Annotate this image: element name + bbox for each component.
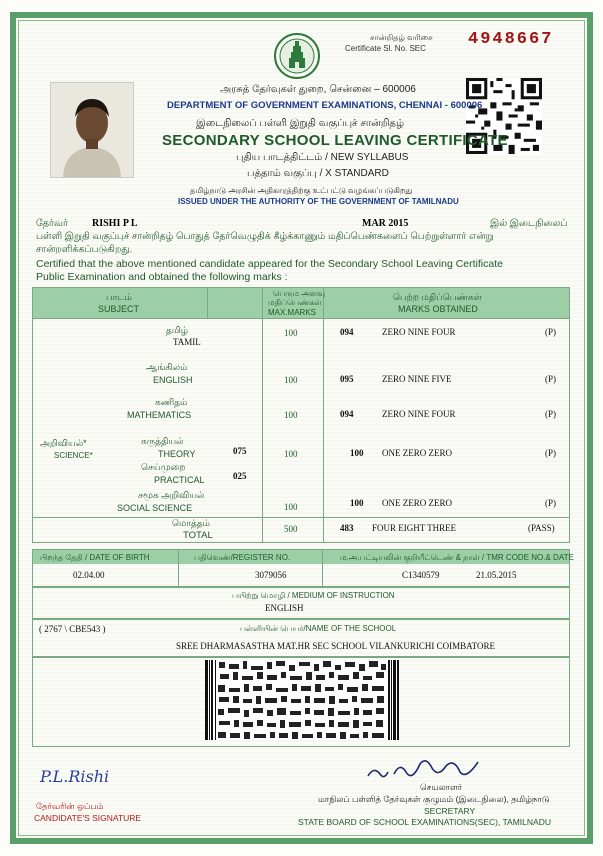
subject-tamil: TAMIL: [173, 337, 201, 347]
marks-obtained-header: MARKS OBTAINED: [398, 304, 478, 314]
candidate-label-ta: தேர்வர்: [36, 218, 68, 229]
candidate-signature-label: CANDIDATE'S SIGNATURE: [34, 813, 142, 823]
total-label: TOTAL: [183, 530, 213, 541]
max-marks: 100: [284, 449, 298, 459]
certified-line-2: Public Examination and obtained the following marks :: [36, 271, 288, 283]
exam-session: MAR 2015: [362, 218, 409, 229]
serial-label-ta: சான்றிதழ் வரிசை: [370, 33, 433, 42]
medium-of-instruction: ENGLISH: [265, 603, 304, 613]
max-marks: 100: [284, 328, 298, 338]
marks-words: ONE ZERO ZERO: [382, 448, 452, 458]
subject-maths-ta: கணிதம்: [155, 397, 188, 407]
candidate-signature-ta: தேர்வரின் ஒப்பம்: [36, 801, 104, 811]
total-words: FOUR EIGHT THREE: [372, 523, 457, 533]
practical-label: PRACTICAL: [154, 475, 205, 485]
certificate-title: SECONDARY SCHOOL LEAVING CERTIFICATE: [162, 132, 508, 149]
science-label-ta: அறிவியல்*: [40, 438, 87, 448]
register-number: 3079056: [255, 570, 287, 580]
syllabus: புதிய பாடத்திட்டம் / NEW SYLLABUS: [236, 152, 409, 163]
marks-value: 094: [340, 327, 354, 337]
certified-line-1: Certified that the above mentioned candidate appeared for the Secondary School Leaving Certificate: [36, 258, 503, 270]
result: (P): [545, 374, 556, 384]
secretary-title: SECRETARY: [424, 806, 476, 816]
candidate-signature-text: P.L.Rishi: [40, 767, 110, 786]
secretary-signature: [360, 752, 490, 786]
theory-label: THEORY: [158, 449, 196, 459]
medium-label: பயிற்று மொழி / MEDIUM OF INSTRUCTION: [232, 591, 395, 600]
marks-words: ONE ZERO ZERO: [382, 498, 452, 508]
total-ta: மொத்தம்: [172, 518, 210, 528]
serial-number: 4948667: [468, 30, 554, 49]
total-marks: 483: [340, 523, 354, 533]
candidate-photo: [50, 82, 134, 178]
marks-value: 100: [350, 498, 364, 508]
marks-words: ZERO NINE FIVE: [382, 374, 452, 384]
marks-words: ZERO NINE FOUR: [382, 327, 456, 337]
school-label: பள்ளியின் பெயர்/NAME OF THE SCHOOL: [240, 624, 397, 633]
marks-value: 100: [350, 448, 364, 458]
tmr-label: ம.அ.பட்டியலின் குறியீட்டெண் & நாள் / TMR CODE NO.& DATE: [340, 553, 574, 562]
tamilnadu-emblem-icon: [274, 30, 320, 82]
date-of-birth: 02.04.00: [73, 570, 105, 580]
serial-label: Certificate Sl. No. SEC: [345, 44, 426, 53]
max-header-ta1: பெரும அளவு: [273, 289, 326, 298]
issued-ta: தமிழ்நாடு அரசின் அதிகாரத்திற்கு உட்பட்டு வழங்கப்படுகிறது: [190, 186, 413, 195]
tmr-code: C1340579: [402, 570, 440, 580]
secretary-ta: செயலாளர்: [420, 782, 463, 792]
total-result: (PASS): [528, 523, 555, 533]
result: (P): [545, 498, 556, 508]
school-code: ( 2767 \ CBE543 ): [39, 624, 106, 634]
subject-maths: MATHEMATICS: [127, 410, 192, 420]
dob-label: பிறந்த தேதி / DATE OF BIRTH: [40, 553, 150, 562]
max-marks: 100: [284, 410, 298, 420]
department-name: DEPARTMENT OF GOVERNMENT EXAMINATIONS, CHENNAI - 600006: [167, 100, 483, 111]
tamil-line-end: இல் இடைநிலைப்: [490, 218, 568, 229]
obtained-header-ta: பெற்ற மதிப்பெண்கள்: [393, 292, 482, 302]
pdf417-barcode: [205, 660, 399, 740]
marks-words: ZERO NINE FOUR: [382, 409, 456, 419]
result: (P): [545, 409, 556, 419]
practical-marks: 025: [233, 471, 247, 481]
subject-header: SUBJECT: [98, 304, 140, 314]
subject-tamil-ta: தமிழ்: [166, 325, 188, 335]
social-science-ta: சமூக அறிவியல்: [138, 490, 205, 500]
total-max: 500: [284, 524, 298, 534]
result: (P): [545, 327, 556, 337]
practical-ta: செய்முறை: [141, 462, 186, 472]
board-ta: மாநிலப் பள்ளித் தேர்வுகள் குழுமம் (இடைநிலை), தமிழ்நாடு: [318, 794, 550, 804]
subject-english-ta: ஆங்கிலம்: [146, 362, 188, 372]
subject-english: ENGLISH: [153, 375, 193, 385]
max-marks-header: MAX.MARKS: [268, 308, 317, 317]
max-marks: 100: [284, 375, 298, 385]
social-science: SOCIAL SCIENCE: [117, 503, 193, 513]
max-header-ta2: மதிப்பெண்கள்: [268, 298, 322, 307]
school-name: SREE DHARMASASTHA MAT.HR SEC SCHOOL VILANKURICHI COIMBATORE: [176, 641, 495, 651]
marks-value: 095: [340, 374, 354, 384]
cert-title-ta: இடைநிலைப் பள்ளி இறுதி வகுப்புச் சான்றிதழ்: [196, 118, 404, 129]
max-marks: 100: [284, 502, 298, 512]
marks-value: 094: [340, 409, 354, 419]
tamil-line-3: சான்றளிக்கப்படுகிறது.: [36, 244, 133, 255]
result: (P): [545, 448, 556, 458]
candidate-signature: [38, 762, 138, 790]
candidate-name: RISHI P L: [92, 218, 138, 229]
standard: பத்தாம் வகுப்பு / X STANDARD: [247, 168, 389, 179]
marks-table: [32, 287, 570, 543]
theory-ta: கருத்தியல்: [141, 436, 184, 446]
science-label: SCIENCE*: [54, 451, 93, 460]
govt-exams-ta: அரசுத் தேர்வுகள் துறை, சென்னை – 600006: [220, 84, 416, 95]
tmr-date: 21.05.2015: [476, 570, 517, 580]
theory-marks: 075: [233, 446, 247, 456]
register-label: பதிவெண்/REGISTER NO.: [194, 553, 291, 562]
board-name: STATE BOARD OF SCHOOL EXAMINATIONS(SEC), TAMILNADU: [298, 817, 551, 827]
issued-authority: ISSUED UNDER THE AUTHORITY OF THE GOVERNMENT OF TAMILNADU: [178, 197, 459, 206]
tamil-line-2: பள்ளி இறுதி வகுப்புச் சான்றிதழ் பொதுத் தேர்வெழுதிக் கீழ்க்காணும் மதிப்பெண்களைப் பெற்றுள்ளார் என்று: [36, 231, 494, 242]
subject-header-ta: பாடம்: [106, 292, 132, 302]
